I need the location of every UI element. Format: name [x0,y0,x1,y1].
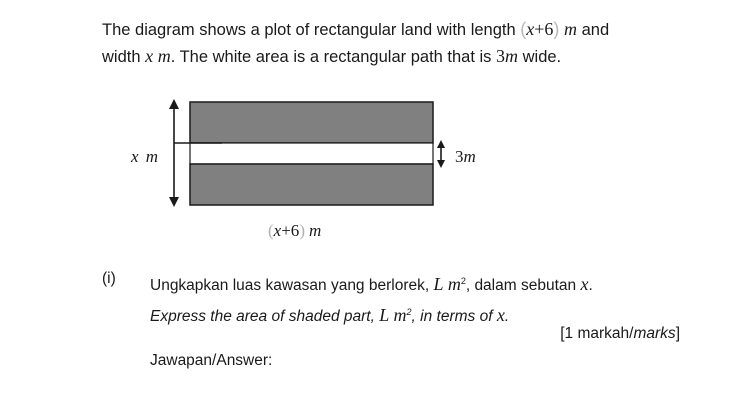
length-label-open: ( [268,221,274,240]
english-area-power: 2 [406,307,412,318]
length-variable: x [526,19,535,39]
height-label-unit: m [145,147,159,166]
length-label-variable: x [273,221,282,240]
malay-area-symbol: L [433,274,444,295]
malay-text-2: , dalam sebutan [465,277,577,295]
path-width-value: 3 [496,46,506,66]
intro-text-1: The diagram shows a plot of rectangular land with length [102,21,516,39]
svg-text:3m [455,147,476,166]
malay-variable: x [580,274,589,295]
width-variable: x [145,46,154,66]
marks-malay: [1 markah/ [560,325,634,342]
shaded-rectangle-bottom [190,164,433,205]
path-width-unit: m [505,46,519,66]
english-text-2: , in terms of [411,308,493,326]
english-period: . [504,308,510,326]
malay-text-1: Ungkapkan luas kawasan yang berlorek, [150,277,430,295]
height-label-variable: x [131,147,139,166]
length-unit: m [564,19,577,39]
length-plus-six: +6 [534,19,554,39]
question-number: (i) [102,270,116,287]
intro-text-and: and [581,21,610,39]
shaded-rectangle-top [190,102,433,143]
malay-area-unit: m [447,274,461,295]
path-label-unit: m [463,147,476,166]
length-open-paren: ( [520,19,527,39]
malay-period: . [588,277,593,295]
path-label-value: 3 [455,147,464,166]
question-malay [150,268,710,299]
malay-area-power: 2 [460,276,466,286]
marks-english: marks [633,325,676,342]
english-area-unit: m [393,305,407,326]
english-text-1: Express the area of shaded part, [150,308,375,326]
intro-text-wide: wide. [522,48,562,66]
intro-text-width: width [102,48,141,66]
marks-label [560,325,680,343]
question-text [150,268,710,330]
white-path [190,143,433,164]
length-label-close: ) [299,221,305,240]
length-close-paren: ) [553,19,560,39]
svg-text:(x+6)m [268,221,321,240]
length-label-plus: +6 [281,221,300,240]
length-label-unit: m [308,221,322,240]
english-area-symbol: L [379,305,390,326]
path-width-arrow [437,140,445,168]
width-unit: m [157,46,171,66]
marks-close: ] [675,325,680,342]
svg-text:x m [130,147,158,166]
answer-label: Jawapan/Answer: [150,352,273,369]
intro-text-2: . The white area is a rectangular path that is [170,48,492,66]
english-variable: x [496,305,505,326]
